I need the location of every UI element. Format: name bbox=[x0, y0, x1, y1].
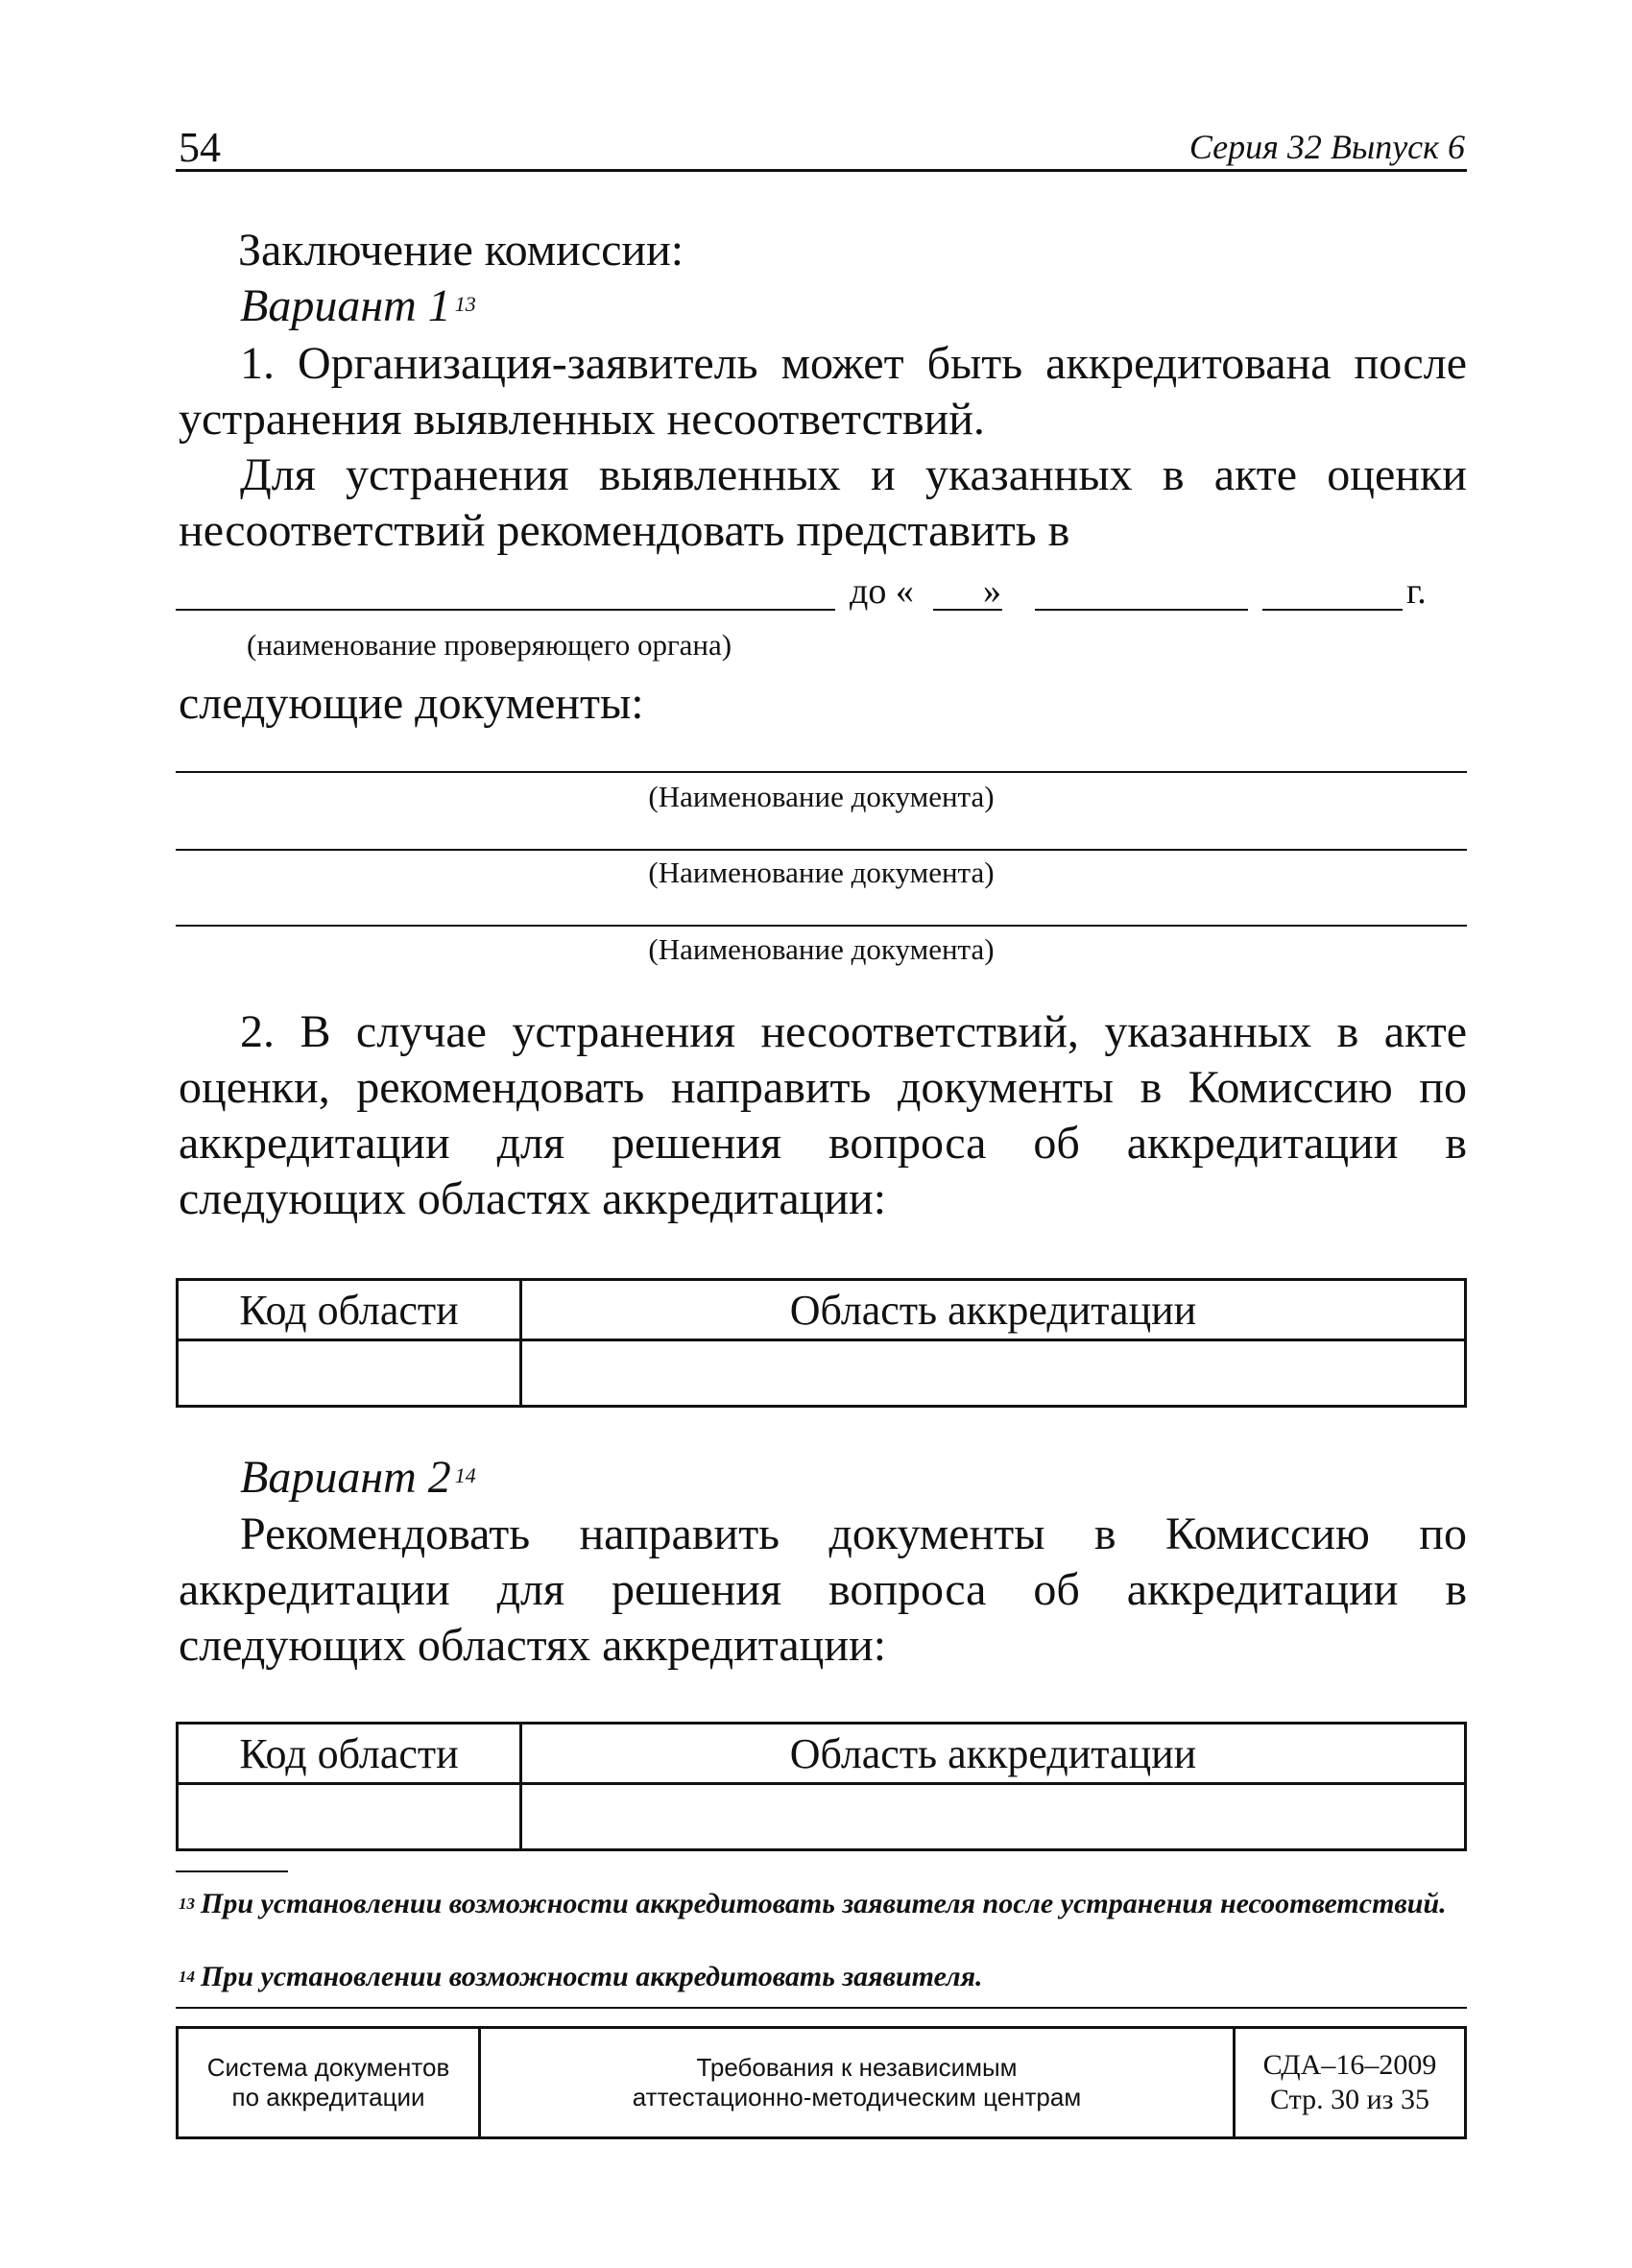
conclusion-heading: Заключение комиссии: bbox=[238, 225, 684, 276]
table2-cell-area[interactable] bbox=[521, 1784, 1466, 1850]
accreditation-table-1 bbox=[176, 1278, 1467, 1408]
footer-table bbox=[176, 2026, 1467, 2139]
document-line-3 bbox=[176, 925, 1467, 927]
footer-doc-code: СДА–16–2009 bbox=[1262, 2049, 1437, 2081]
footer-system: Система документов по аккредитации bbox=[178, 2028, 480, 2138]
organ-name-line bbox=[176, 609, 835, 611]
following-docs-label: следующие документы: bbox=[179, 678, 644, 729]
footnote-rule bbox=[176, 1870, 288, 1872]
table2-header-area: Область аккредитации bbox=[521, 1724, 1466, 1784]
footnote-ref-14: 14 bbox=[454, 1463, 476, 1487]
header-rule bbox=[176, 169, 1467, 172]
until-label: до « bbox=[850, 571, 914, 612]
document-caption-1: (Наименование документа) bbox=[648, 780, 995, 813]
document-caption-3: (Наименование документа) bbox=[648, 932, 995, 966]
page-number: 54 bbox=[179, 124, 221, 171]
series-label: Серия 32 Выпуск 6 bbox=[1188, 128, 1465, 166]
table1-header-area: Область аккредитации bbox=[521, 1280, 1466, 1340]
month-line bbox=[1035, 609, 1248, 611]
footnote-14: $^{14}$ При установлении возможности аккредитовать заявителя. bbox=[179, 1961, 983, 1992]
table2-cell-code[interactable] bbox=[178, 1784, 521, 1850]
year-suffix: г. bbox=[1406, 571, 1427, 612]
variant1-title: Вариант 1 $^{13}$ bbox=[240, 280, 476, 331]
table2-header-code: Код области bbox=[178, 1724, 521, 1784]
variant2-title: Вариант 2 $^{14}$ bbox=[240, 1452, 476, 1503]
table1-header-code: Код области bbox=[178, 1280, 521, 1340]
variant1-item1: 1. Организация-заявитель может быть аккредитована после устранения выявленных несоответствий. bbox=[179, 338, 1467, 445]
footnote-13: $^{13}$ При установлении возможности аккредитовать заявителя после устранения несоответствий. bbox=[179, 1888, 1447, 1919]
accreditation-table-2 bbox=[176, 1722, 1467, 1851]
document-line-1 bbox=[176, 771, 1467, 773]
organ-caption: (наименование проверяющего органа) bbox=[247, 628, 732, 662]
variant1-item2: 2. В случае устранения несоответствий, указанных в акте оценки, рекомендовать направить документы в Комиссию по аккредитации для решения вопроса об аккредитации в следующих областях аккредитации: bbox=[179, 1006, 1467, 1224]
document-line-2 bbox=[176, 849, 1467, 851]
table1-cell-code[interactable] bbox=[178, 1340, 521, 1407]
variant2-para: Рекомендовать направить документы в Комиссию по аккредитации для решения вопроса об аккредитации в следующих областях аккредитации: bbox=[179, 1508, 1467, 1671]
variant1-para2: Для устранения выявленных и указанных в акте оценки несоответствий рекомендовать представить в bbox=[179, 449, 1467, 556]
footer-doc-info bbox=[1235, 2028, 1466, 2138]
footnote-ref-13: 13 bbox=[454, 292, 476, 316]
document-caption-2: (Наименование документа) bbox=[648, 856, 995, 889]
footer-rule bbox=[176, 2007, 1467, 2009]
year-line bbox=[1262, 609, 1403, 611]
footer-page-info: Стр. 30 из 35 bbox=[1270, 2084, 1429, 2115]
table1-cell-area[interactable] bbox=[521, 1340, 1466, 1407]
footer-title: Требования к независимым аттестационно-методическим центрам bbox=[480, 2028, 1235, 2138]
quote-close: » bbox=[983, 571, 1001, 612]
